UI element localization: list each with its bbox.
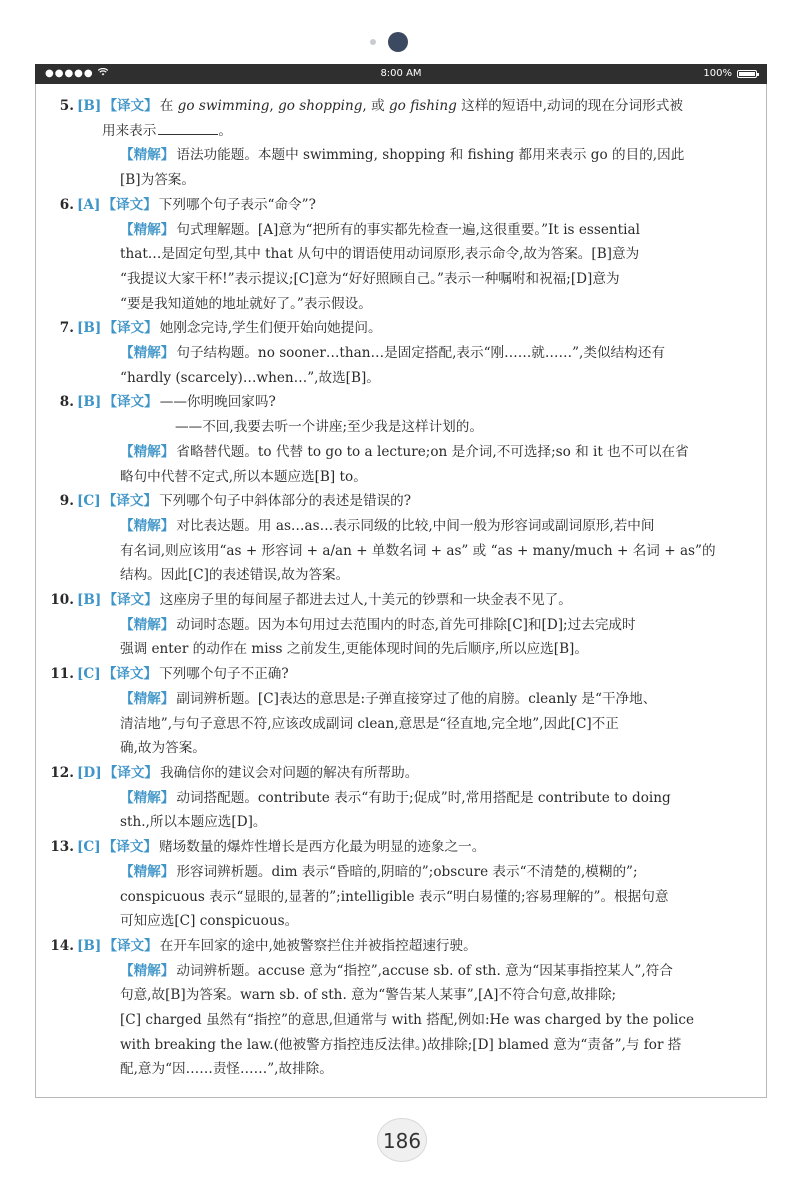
explanation-line xyxy=(50,687,756,712)
answer-letter: [B] xyxy=(77,320,102,337)
question-line xyxy=(50,94,756,119)
translation-text: 下列哪个句子表示“命令”? xyxy=(158,196,316,213)
explanation-text: “我提议大家干杯!”表示提议;[C]意为“好好照顾自己。”表示一种嘱咐和祝福;[D]意为 xyxy=(120,270,620,287)
translation-tag: 【译文】 xyxy=(103,394,158,411)
question-line xyxy=(50,835,756,860)
translation-text: 在开车回家的途中,她被警察拦住并被指控超速行驶。 xyxy=(159,937,477,954)
explanation-tag: 【精解】 xyxy=(120,221,175,238)
translation-continuation xyxy=(50,119,756,144)
answer-list xyxy=(50,94,756,1082)
explanation-text: [C] charged 虽然有“指控”的意思,但通常与 with 搭配,例如:He was charged by the police xyxy=(120,1012,695,1029)
item-number: 10. xyxy=(50,592,74,609)
item-number: 14. xyxy=(50,937,74,954)
translation-text: 在 go swimming, go shopping, 或 go fishing 这样的短语中,动词的现在分词形式被 xyxy=(159,98,683,114)
translation-text: 用来表示 xyxy=(102,122,157,139)
translation-tag: 【译文】 xyxy=(102,493,158,510)
explanation-text: 确,故为答案。 xyxy=(120,740,206,757)
explanation-line xyxy=(50,168,756,193)
translation-tag: 【译文】 xyxy=(102,839,158,856)
translation-text: 她刚念完诗,学生们便开始向她提问。 xyxy=(159,320,382,337)
explanation-line xyxy=(50,909,756,934)
explanation-text: with breaking the law.(他被警方指控违反法律。)故排除;[D] blamed 意为“责备”,与 for 搭 xyxy=(120,1036,682,1053)
item-number: 11. xyxy=(50,666,74,683)
item-number: 13. xyxy=(50,839,74,856)
translation-text: 我确信你的建议会对问题的解决有所帮助。 xyxy=(160,764,419,781)
explanation-text: 省略替代题。to 代替 to go to a lecture;on 是介词,不可选择;so 和 it 也不可以在省 xyxy=(176,443,689,460)
explanation-text: 副词辨析题。[C]表达的意思是:子弹直接穿过了他的肩膀。cleanly 是“干净地、 xyxy=(176,690,657,707)
explanation-line xyxy=(50,712,756,737)
explanation-line xyxy=(50,440,756,465)
page-dot-inactive[interactable] xyxy=(370,39,376,45)
battery-fill xyxy=(739,72,755,76)
answer-letter: [A] xyxy=(77,196,101,213)
explanation-line xyxy=(50,563,756,588)
page-number: 186 xyxy=(377,1118,427,1162)
explanation-line xyxy=(50,341,756,366)
answer-letter: [C] xyxy=(77,493,101,510)
explanation-text: sth.,所以本题应选[D]。 xyxy=(120,814,267,831)
explanation-text: that…是固定句型,其中 that 从句中的谓语使用动词原形,表示命令,故为答案。[B]意为 xyxy=(120,246,640,263)
question-text xyxy=(77,761,756,786)
answer-letter: [B] xyxy=(77,98,102,114)
question-line xyxy=(50,934,756,959)
question-text xyxy=(77,588,756,613)
translation-text: 下列哪个句子中斜体部分的表述是错误的? xyxy=(159,493,412,510)
answer-item xyxy=(50,94,756,193)
answer-letter: [B] xyxy=(77,394,102,411)
explanation-text: 动词搭配题。contribute 表示“有助于;促成”时,常用搭配是 contribute to doing xyxy=(176,789,671,806)
battery-icon xyxy=(737,70,757,78)
explanation-tag: 【精解】 xyxy=(120,517,175,534)
explanation-line xyxy=(50,143,756,168)
question-line xyxy=(50,662,756,687)
explanation-text: 略句中代替不定式,所以本题应选[B] to。 xyxy=(120,468,367,485)
question-line xyxy=(50,761,756,786)
explanation-text: 形容词辨析题。dim 表示“昏暗的,阴暗的”;obscure 表示“不清楚的,模糊的”; xyxy=(176,863,638,880)
answer-letter: [C] xyxy=(77,839,101,856)
explanation-line xyxy=(50,1057,756,1082)
answer-item xyxy=(50,662,756,761)
explanation-text: 可知应选[C] conspicuous。 xyxy=(120,913,299,930)
answer-item xyxy=(50,390,756,489)
translation-text: 赌场数量的爆炸性增长是西方化最为明显的迹象之一。 xyxy=(159,839,486,856)
question-text xyxy=(77,489,756,514)
question-text xyxy=(77,835,756,860)
answer-item xyxy=(50,835,756,934)
battery-status xyxy=(703,64,757,84)
answer-item xyxy=(50,761,756,835)
explanation-line xyxy=(50,860,756,885)
explanation-line xyxy=(50,786,756,811)
translation-tag: 【译文】 xyxy=(103,592,158,609)
explanation-line xyxy=(50,1008,756,1033)
explanation-line xyxy=(50,885,756,910)
explanation-text: conspicuous 表示“显眼的,显著的”;intelligible 表示“明白易懂的;容易理解的”。根据句意 xyxy=(120,888,669,905)
battery-percent: 100% xyxy=(703,68,732,79)
item-number: 5. xyxy=(59,98,74,114)
translation-tag: 【译文】 xyxy=(103,937,158,954)
question-line xyxy=(50,193,756,218)
explanation-line xyxy=(50,514,756,539)
question-text xyxy=(77,934,756,959)
explanation-line xyxy=(50,267,756,292)
explanation-line xyxy=(50,736,756,761)
question-text xyxy=(77,193,756,218)
translation-text: 下列哪个句子不正确? xyxy=(159,666,289,683)
question-text xyxy=(77,390,756,415)
translation-continuation: ——不回,我要去听一个讲座;至少我是这样计划的。 xyxy=(175,419,483,436)
explanation-text: 动词辨析题。accuse 意为“指控”,accuse sb. of sth. 意为“因某事指控某人”,符合 xyxy=(176,962,673,979)
explanation-line xyxy=(50,1033,756,1058)
explanation-text: 配,意为“因……责怪……”,故排除。 xyxy=(120,1061,333,1078)
explanation-tag: 【精解】 xyxy=(120,616,175,633)
explanation-text: 强调 enter 的动作在 miss 之前发生,更能体现时间的先后顺序,所以应选[B]。 xyxy=(120,641,588,658)
explanation-line xyxy=(50,218,756,243)
item-number: 6. xyxy=(59,196,74,213)
translation-tag: 【译文】 xyxy=(103,98,158,114)
question-line xyxy=(50,588,756,613)
explanation-text: 动词时态题。因为本句用过去范围内的时态,首先可排除[C]和[D];过去完成时 xyxy=(176,616,636,633)
translation-tag: 【译文】 xyxy=(103,320,158,337)
explanation-tag: 【精解】 xyxy=(120,789,175,806)
answer-item xyxy=(50,316,756,390)
item-number: 7. xyxy=(59,320,74,337)
item-number: 8. xyxy=(59,394,74,411)
explanation-text: “要是我知道她的地址就好了。”表示假设。 xyxy=(120,295,372,312)
answer-item xyxy=(50,934,756,1082)
signal-strength-icon: ●●●●● xyxy=(45,68,98,79)
question-line xyxy=(50,489,756,514)
explanation-tag: 【精解】 xyxy=(120,863,175,880)
explanation-line xyxy=(50,539,756,564)
explanation-tag: 【精解】 xyxy=(120,690,175,707)
explanation-text: 结构。因此[C]的表述错误,故为答案。 xyxy=(120,567,350,584)
page-dot-active[interactable] xyxy=(388,32,408,52)
question-line xyxy=(50,390,756,415)
translation-tag: 【译文】 xyxy=(103,764,159,781)
answer-letter: [B] xyxy=(77,937,102,954)
explanation-text: 对比表达题。用 as…as…表示同级的比较,中间一般为形容词或副词原形,若中间 xyxy=(176,517,655,534)
translation-text: 。 xyxy=(218,122,232,139)
answer-letter: [D] xyxy=(77,764,102,781)
explanation-line xyxy=(50,292,756,317)
explanation-line xyxy=(50,959,756,984)
explanation-line xyxy=(50,983,756,1008)
explanation-text: [B]为答案。 xyxy=(120,172,195,189)
clock: 8:00 AM xyxy=(380,68,422,79)
page-indicator xyxy=(368,32,408,52)
explanation-text: 句意,故[B]为答案。warn sb. of sth. 意为“警告某人某事”,[A]不符合句意,故排除; xyxy=(120,987,617,1004)
explanation-text: 语法功能题。本题中 swimming, shopping 和 fishing 都用来表示 go 的目的,因此 xyxy=(176,147,685,164)
explanation-tag: 【精解】 xyxy=(120,345,175,362)
translation-text: 这座房子里的每间屋子都进去过人,十美元的钞票和一块金表不见了。 xyxy=(159,592,572,609)
answer-blank xyxy=(158,122,218,135)
explanation-line xyxy=(50,366,756,391)
answer-letter: [C] xyxy=(77,666,101,683)
translation-tag: 【译文】 xyxy=(102,196,157,213)
answer-letter: [B] xyxy=(77,592,102,609)
question-text xyxy=(77,94,756,119)
explanation-text: 句子结构题。no sooner…than…是固定搭配,表示“刚……就……”,类似结构还有 xyxy=(176,345,665,362)
explanation-text: 有名词,则应该用“as + 形容词 + a/an + 单数名词 + as” 或 “as + many/much + 名词 + as”的 xyxy=(120,542,716,559)
explanation-line xyxy=(50,242,756,267)
explanation-text: 清洁地”,与句子意思不符,应该改成副词 clean,意思是“径直地,完全地”,因此[C]不正 xyxy=(120,715,619,732)
answer-item xyxy=(50,489,756,588)
status-bar xyxy=(35,64,767,84)
explanation-tag: 【精解】 xyxy=(120,147,175,164)
explanation-tag: 【精解】 xyxy=(120,962,175,979)
question-text xyxy=(77,662,756,687)
explanation-text: “hardly (scarcely)…when…”,故选[B]。 xyxy=(120,369,380,386)
item-number: 12. xyxy=(50,764,74,781)
item-number: 9. xyxy=(59,493,74,510)
translation-tag: 【译文】 xyxy=(102,666,158,683)
explanation-line xyxy=(50,465,756,490)
answer-item xyxy=(50,193,756,317)
question-line xyxy=(50,316,756,341)
question-text xyxy=(77,316,756,341)
translation-text: ——你明晚回家吗? xyxy=(159,394,276,411)
explanation-line xyxy=(50,613,756,638)
answer-item xyxy=(50,588,756,662)
explanation-text: 句式理解题。[A]意为“把所有的事实都先检查一遍,这很重要。”It is essential xyxy=(176,221,640,238)
explanation-line xyxy=(50,810,756,835)
explanation-line xyxy=(50,637,756,662)
explanation-tag: 【精解】 xyxy=(120,443,175,460)
